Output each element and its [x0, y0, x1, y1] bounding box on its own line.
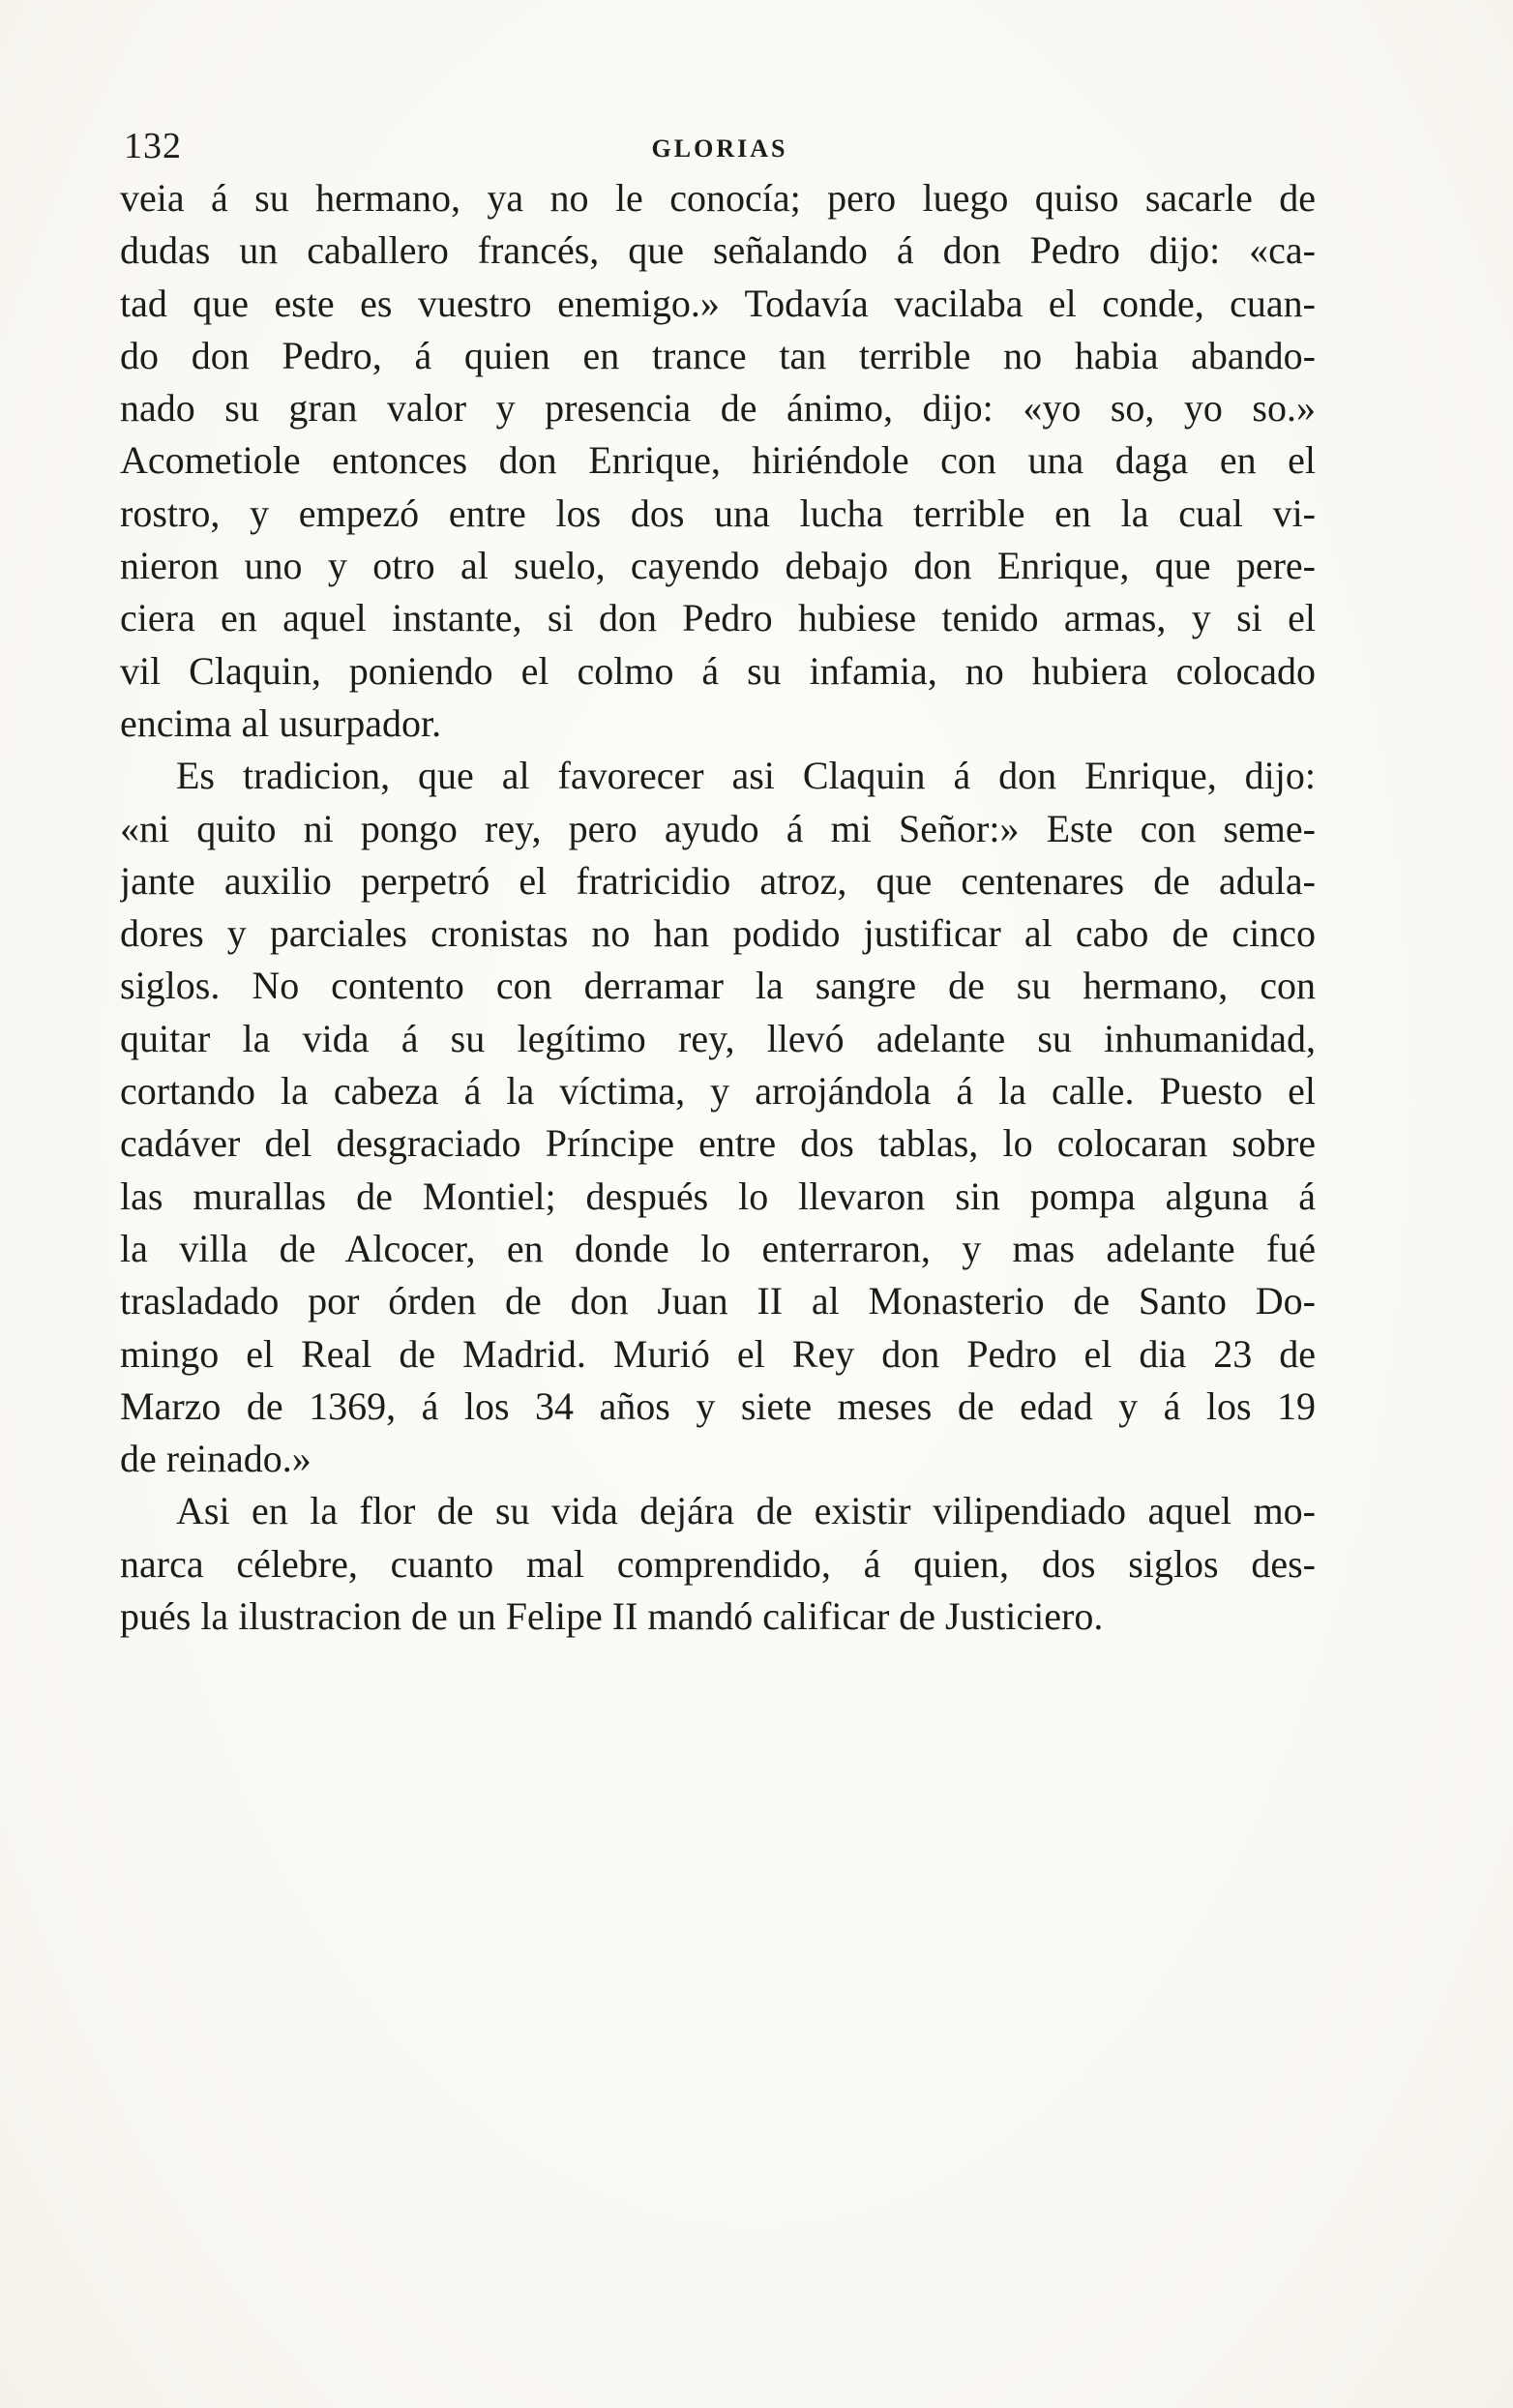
text-line: pués la ilustracion de un Felipe II mandó calificar de Justiciero. — [120, 1594, 1104, 1639]
text-line: de reinado.» — [120, 1437, 312, 1481]
text-line: «ni quito ni pongo rey, pero ayudo á mi Señor:» Este con seme- — [120, 806, 1316, 850]
page-header — [124, 122, 1316, 170]
text-line: do don Pedro, á quien en trance tan terrible no habia abando- — [120, 333, 1316, 377]
text-line: Asi en la flor de su vida dejára de existir vilipendiado aquel mo- — [176, 1489, 1316, 1533]
text-line: Marzo de 1369, á los 34 años y siete meses de edad y á los 19 — [120, 1383, 1316, 1428]
text-line: Es tradicion, que al favorecer asi Claquin á don Enrique, dijo: — [176, 754, 1316, 798]
text-line: nieron uno y otro al suelo, cayendo debajo don Enrique, que pere- — [120, 544, 1316, 588]
text-line: jante auxilio perpetró el fratricidio atroz, que centenares de adula- — [120, 858, 1316, 903]
text-line: dores y parciales cronistas no han podido justificar al cabo de cinco — [120, 911, 1316, 956]
text-line: las murallas de Montiel; después lo llevaron sin pompa alguna á — [120, 1174, 1316, 1218]
text-line: rostro, y empezó entre los dos una lucha terrible en la cual vi- — [120, 491, 1316, 535]
text-line: ciera en aquel instante, si don Pedro hubiese tenido armas, y si el — [120, 596, 1316, 640]
running-head: GLORIAS — [651, 134, 788, 163]
text-line: tad que este es vuestro enemigo.» Todavía vacilaba el conde, cuan- — [120, 281, 1316, 325]
text-line: narca célebre, cuanto mal comprendido, á quien, dos siglos des- — [120, 1541, 1316, 1586]
paragraph — [120, 172, 1316, 750]
text-line: mingo el Real de Madrid. Murió el Rey don Pedro el dia 23 de — [120, 1331, 1316, 1376]
text-line: veia á su hermano, ya no le conocía; pero luego quiso sacarle de — [120, 176, 1316, 220]
text-line: nado su gran valor y presencia de ánimo, dijo: «yo so, yo so.» — [120, 386, 1316, 431]
bleed-through-texture — [135, 1645, 1335, 2061]
text-line: dudas un caballero francés, que señalando á don Pedro dijo: «ca- — [120, 228, 1316, 273]
text-line: siglos. No contento con derramar la sangre de su hermano, con — [120, 964, 1316, 1008]
paragraph — [120, 750, 1316, 1485]
body-text — [120, 172, 1316, 1643]
text-line: quitar la vida á su legítimo rey, llevó adelante su inhumanidad, — [120, 1016, 1316, 1060]
page-number: 132 — [124, 126, 182, 166]
paragraph — [120, 1485, 1316, 1643]
text-line: trasladado por órden de don Juan II al Monasterio de Santo Do- — [120, 1279, 1316, 1323]
text-line: la villa de Alcocer, en donde lo enterraron, y mas adelante fué — [120, 1226, 1316, 1270]
text-line: encima al usurpador. — [120, 700, 442, 745]
text-line: vil Claquin, poniendo el colmo á su infamia, no hubiera colocado — [120, 648, 1316, 693]
text-line: Acometiole entonces don Enrique, hiriéndole con una daga en el — [120, 438, 1316, 483]
text-line: cadáver del desgraciado Príncipe entre dos tablas, lo colocaran sobre — [120, 1121, 1316, 1166]
text-line: cortando la cabeza á la víctima, y arrojándola á la calle. Puesto el — [120, 1069, 1316, 1114]
